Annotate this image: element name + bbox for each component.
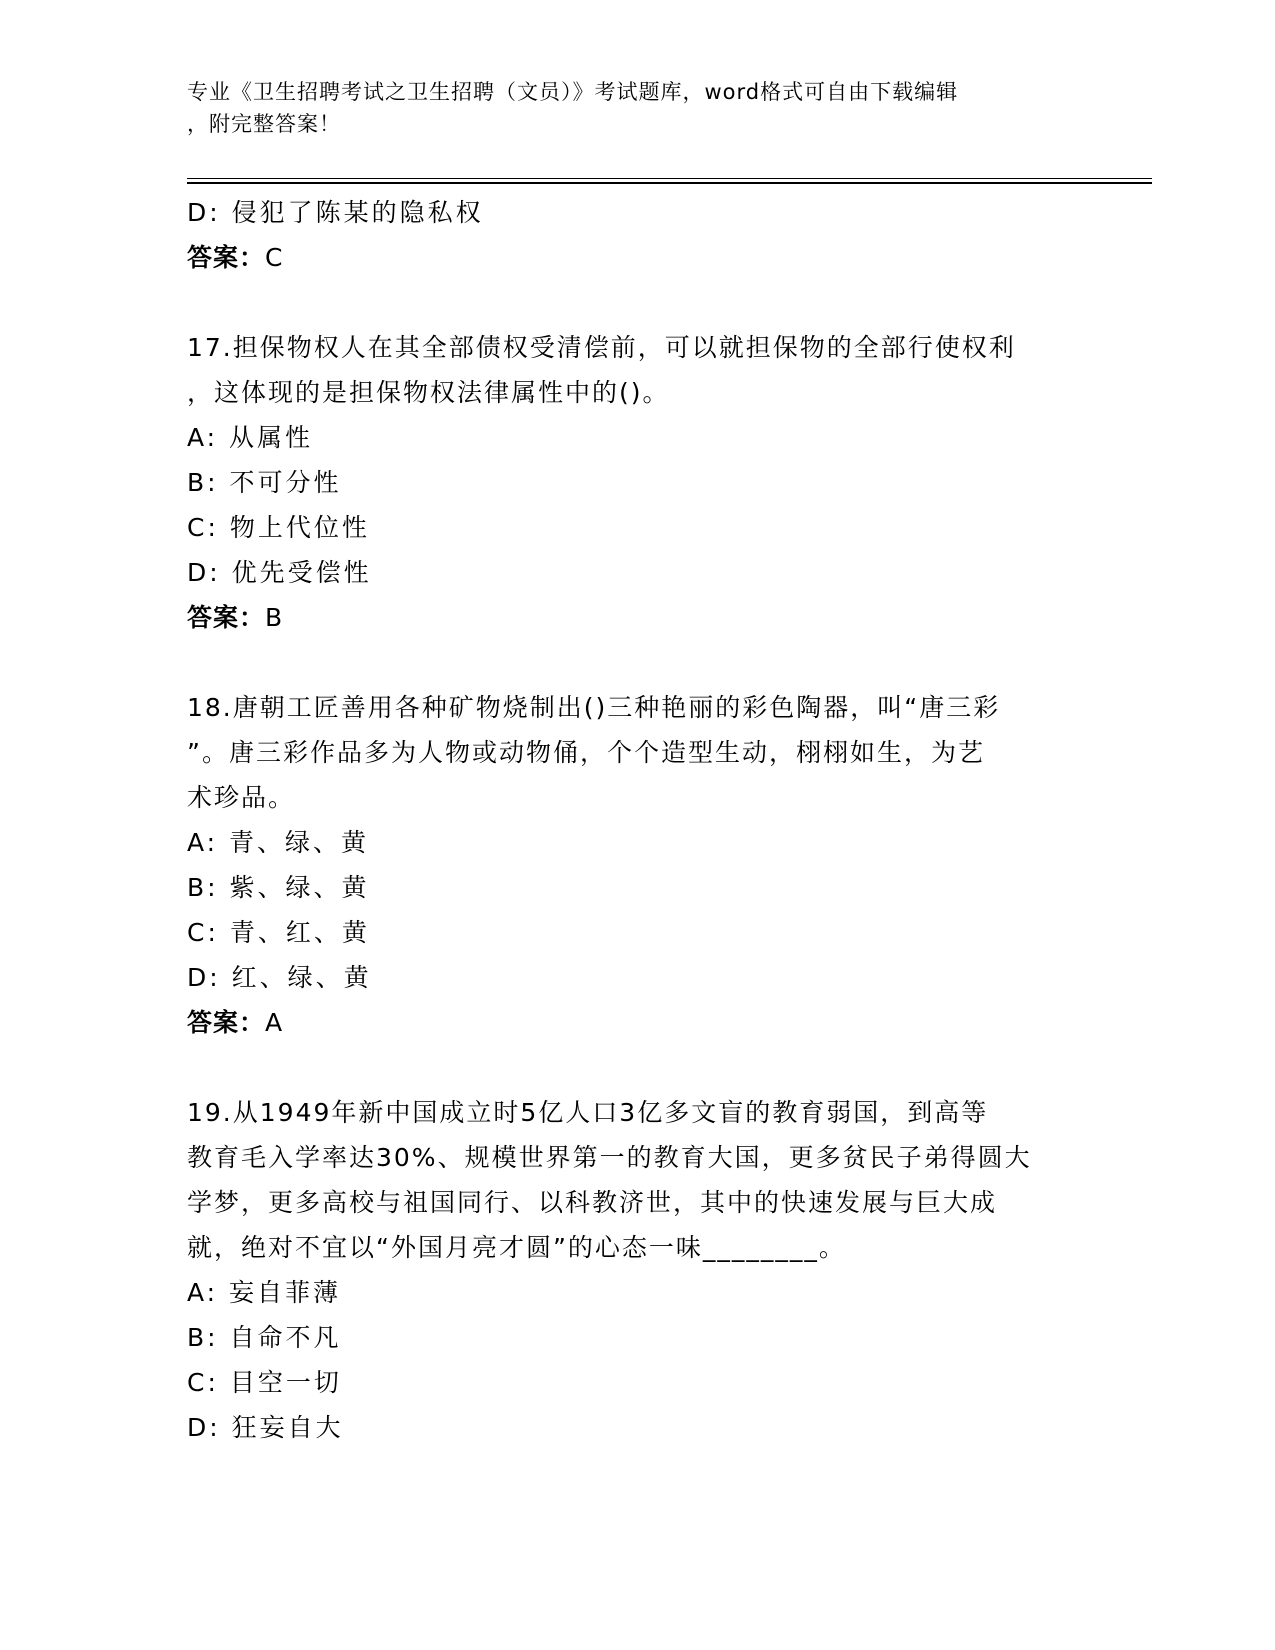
question-answer	[187, 1000, 1087, 1046]
question-17	[187, 325, 1087, 641]
question-stem-line: 教育毛入学率达30%、规模世界第一的教育大国，更多贫民子弟得圆大	[187, 1143, 1032, 1172]
option-b: B: 不可分性	[187, 468, 342, 497]
question-stem-line: 学梦，更多高校与祖国同行、以科教济世，其中的快速发展与巨大成	[187, 1188, 998, 1217]
question-stem-line: 19.从1949年新中国成立时5亿人口3亿多文盲的教育弱国，到高等	[187, 1098, 989, 1127]
header-line-2: ，附完整答案！	[187, 112, 341, 136]
header-divider-thin	[187, 178, 1152, 179]
option-a: A: 青、绿、黄	[187, 828, 370, 857]
answer-value: A	[265, 1008, 284, 1037]
question-stem-line: 就，绝对不宜以“外国月亮才圆”的心态一味________。	[187, 1233, 846, 1262]
prev-question-option-d: D: 侵犯了陈某的隐私权	[187, 198, 484, 227]
option-a: A: 妄自菲薄	[187, 1278, 342, 1307]
document-header	[187, 76, 1067, 140]
option-b: B: 自命不凡	[187, 1323, 342, 1352]
option-d: D: 狂妄自大	[187, 1413, 344, 1442]
option-c: C: 目空一切	[187, 1368, 342, 1397]
question-list	[187, 190, 1087, 1450]
question-stem-line: 18.唐朝工匠善用各种矿物烧制出()三种艳丽的彩色陶器，叫“唐三彩	[187, 693, 1001, 722]
answer-label: 答案：	[187, 243, 266, 272]
option-d: D: 红、绿、黄	[187, 963, 372, 992]
question-stem-line: 17.担保物权人在其全部债权受清偿前，可以就担保物的全部行使权利	[187, 333, 1016, 362]
question-stem-line: ”。唐三彩作品多为人物或动物俑，个个造型生动，栩栩如生，为艺	[187, 738, 985, 767]
option-c: C: 物上代位性	[187, 513, 370, 542]
answer-label: 答案：	[187, 1008, 266, 1037]
header-divider-thick	[187, 182, 1152, 184]
answer-value: C	[265, 243, 284, 272]
question-stem-line: 术珍品。	[187, 783, 296, 812]
option-d: D: 优先受偿性	[187, 558, 372, 587]
question-answer	[187, 595, 1087, 641]
answer-label: 答案：	[187, 603, 266, 632]
prev-question-answer	[187, 235, 1087, 281]
question-stem-line: ，这体现的是担保物权法律属性中的()。	[187, 378, 670, 407]
question-18	[187, 685, 1087, 1046]
option-a: A: 从属性	[187, 423, 314, 452]
header-line-1: 专业《卫生招聘考试之卫生招聘（文员）》考试题库，word格式可自由下载编辑	[187, 80, 959, 104]
question-19	[187, 1090, 1087, 1450]
option-c: C: 青、红、黄	[187, 918, 370, 947]
option-b: B: 紫、绿、黄	[187, 873, 370, 902]
answer-value: B	[265, 603, 284, 632]
